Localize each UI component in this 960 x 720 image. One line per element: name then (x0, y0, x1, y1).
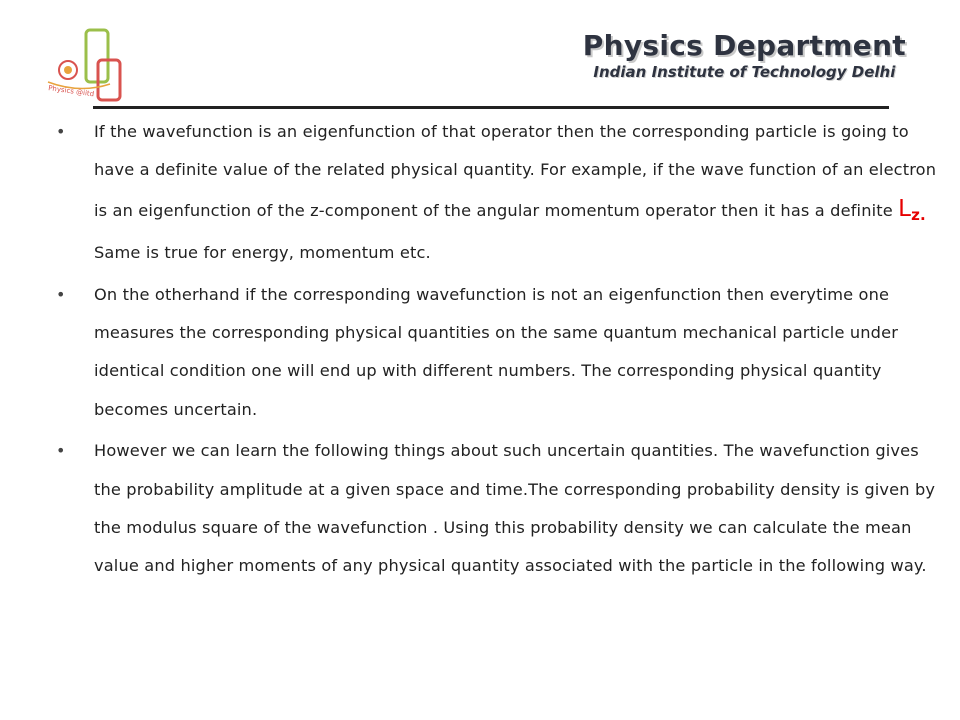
bullet-text: If the wavefunction is an eigenfunction of that operator then the corresponding particle is going to have a definite value of the related physical quantity. For example, if the wave function of an electron is an eigenfunction of the z-component of the angular momentum operator then it has a definite (94, 122, 937, 220)
institute-subtitle: Indian Institute of Technology Delhi (593, 63, 896, 81)
bullet-icon: • (56, 122, 66, 141)
lz-subscript: z. (911, 205, 926, 224)
bullet-icon: • (56, 441, 66, 461)
department-header (583, 30, 906, 81)
lz-letter: L (898, 195, 912, 222)
department-title: Physics Department (582, 29, 906, 62)
lz-symbol (898, 196, 926, 222)
bullet-text: However we can learn the following things about such uncertain quantities. The wavefunction gives the probability amplitude at a given space and time.The corresponding probability density is given by the modulus square of the wavefunction . Using this probability density we can calculate the mean value and higher moments of any physical quantity associated with the particle in the following way. (94, 441, 936, 576)
header-divider (93, 106, 889, 109)
bullet-icon: • (56, 284, 66, 304)
bullet-item-2 (56, 276, 951, 430)
logo-graphic (40, 24, 140, 106)
bullet-text-continued: Same is true for energy, momentum etc. (94, 243, 431, 263)
bullet-item-1 (56, 113, 951, 273)
logo-text: Physics @iitd (47, 84, 95, 99)
physics-logo (40, 24, 140, 106)
slide-body (56, 113, 951, 589)
bullet-item-3 (56, 432, 951, 586)
bullet-text: On the otherhand if the corresponding wavefunction is not an eigenfunction then everytime one measures the corresponding physical quantities on the same quantum mechanical particle under identical condition one will end up with different numbers. The corresponding physical quantity becomes uncertain. (94, 284, 899, 419)
